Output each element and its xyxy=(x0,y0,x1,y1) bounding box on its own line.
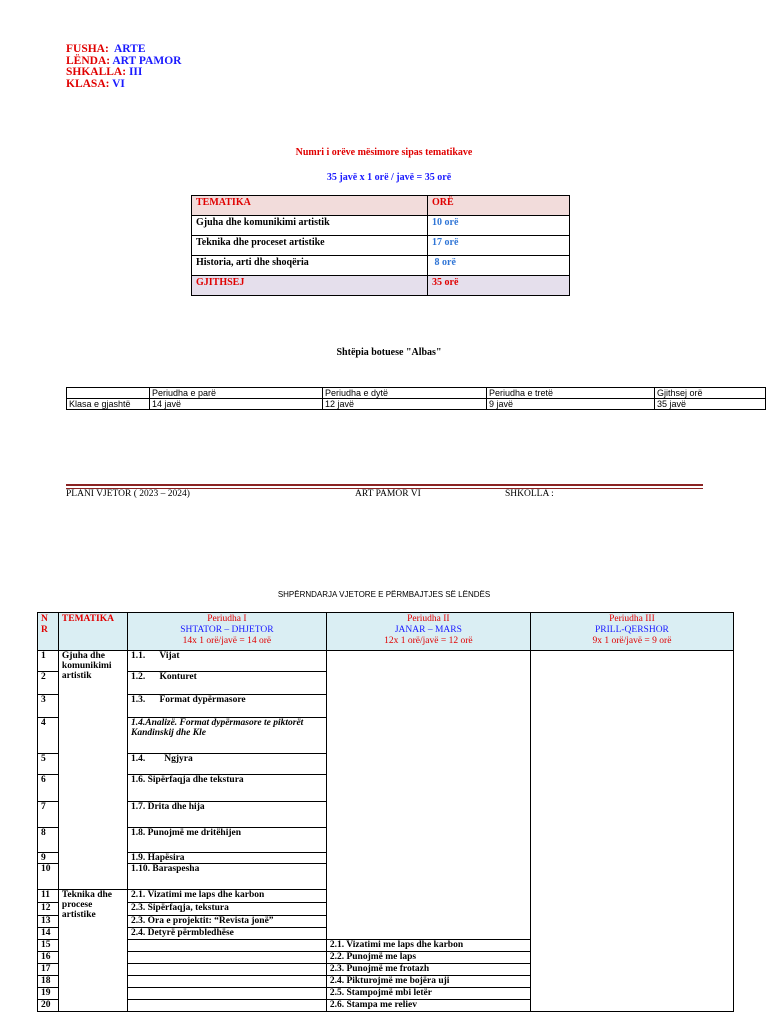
row-nr: 16 xyxy=(38,952,59,964)
theme-gjuha: Gjuha dhe komunikimi artistik xyxy=(58,651,127,890)
summary-row xyxy=(192,256,570,276)
periods-cell: Klasa e gjashtë xyxy=(67,399,150,410)
period-2-hours: 12x 1 orë/javë = 12 orë xyxy=(384,636,473,646)
annual-plan-table xyxy=(37,612,734,1012)
hours-summary-table xyxy=(191,195,570,296)
fusha-value: ARTE xyxy=(113,43,146,55)
row-p1 xyxy=(127,1000,326,1012)
row-p1: 1.4. Ngjyra xyxy=(127,754,326,775)
row-p1: 1.9. Hapësira xyxy=(127,853,326,864)
summary-row-name: Gjuha dhe komunikimi artistik xyxy=(192,216,428,236)
periods-head-row xyxy=(67,388,766,399)
plan-head-period-3 xyxy=(530,613,733,651)
period-1-months: SHTATOR – DHJETOR xyxy=(180,625,274,635)
row-p2: 2.6. Stampa me reliev xyxy=(326,1000,530,1012)
plan-head-period-2 xyxy=(326,613,530,651)
row-p1: 1.4.Analizë. Format dypërmasore te piktorët Kandinskij dhe Kle xyxy=(127,718,326,754)
summary-total-label: GJITHSEJ xyxy=(192,276,428,296)
period-3-hours: 9x 1 orë/javë = 9 orë xyxy=(592,636,672,646)
plan-row xyxy=(38,651,734,672)
period-3-months: PRILL-QERSHOR xyxy=(595,625,669,635)
row-nr: 4 xyxy=(38,718,59,754)
summary-total-row xyxy=(192,276,570,296)
summary-formula: 35 javë x 1 orë / javë = 35 orë xyxy=(326,172,452,183)
row-nr: 8 xyxy=(38,828,59,853)
row-nr: 10 xyxy=(38,864,59,890)
plan-school: SHKOLLA : xyxy=(505,489,554,499)
row-p2: 2.2. Punojmë me laps xyxy=(326,952,530,964)
summary-head-ore: ORË xyxy=(428,196,570,216)
row-p2: 2.4. Pikturojmë me bojëra uji xyxy=(326,976,530,988)
row-nr: 13 xyxy=(38,916,59,928)
row-nr: 17 xyxy=(38,964,59,976)
row-nr: 6 xyxy=(38,775,59,802)
klasa-line xyxy=(66,79,181,91)
row-nr: 12 xyxy=(38,903,59,916)
periods-cell: 12 javë xyxy=(323,399,487,410)
plan-head-row xyxy=(38,613,734,651)
periods-row xyxy=(67,399,766,410)
period-1-hours: 14x 1 orë/javë = 14 orë xyxy=(182,636,272,646)
row-p2: 2.1. Vizatimi me laps dhe karbon xyxy=(326,940,530,952)
row-nr: 1 xyxy=(38,651,59,672)
summary-row xyxy=(192,236,570,256)
plan-head-nr: N R xyxy=(38,613,59,651)
summary-row-hours: 17 orë xyxy=(428,236,570,256)
row-nr: 9 xyxy=(38,853,59,864)
plan-head-tematika: TEMATIKA xyxy=(58,613,127,651)
plan-subject: ART PAMOR VI xyxy=(355,489,421,499)
row-p1: 1.8. Punojmë me dritëhijen xyxy=(127,828,326,853)
klasa-value: VI xyxy=(112,77,125,90)
periods-cell: 14 javë xyxy=(150,399,323,410)
shkalla-value: III xyxy=(128,66,143,78)
period-2-months: JANAR – MARS xyxy=(394,625,462,635)
row-p1 xyxy=(127,976,326,988)
distribution-title: SHPËRNDARJA VJETORE E PËRMBAJTJES SË LËNDËS xyxy=(277,590,491,599)
row-nr: 19 xyxy=(38,988,59,1000)
periods-head-cell: Periudha e dytë xyxy=(323,388,487,399)
klasa-label: KLASA: xyxy=(66,77,110,90)
summary-head-tematika: TEMATIKA xyxy=(192,196,428,216)
row-p1: 1.10. Baraspesha xyxy=(127,864,326,890)
row-p1 xyxy=(127,952,326,964)
row-p1: 1.6. Sipërfaqja dhe tekstura xyxy=(127,775,326,802)
row-nr: 11 xyxy=(38,890,59,903)
summary-row-hours: 10 orë xyxy=(428,216,570,236)
row-nr: 2 xyxy=(38,672,59,695)
lenda-label: LËNDA: xyxy=(66,54,111,67)
row-p1: 1.2. Konturet xyxy=(127,672,326,695)
summary-row-name: Historia, arti dhe shoqëria xyxy=(192,256,428,276)
periods-cell: 9 javë xyxy=(487,399,655,410)
summary-row xyxy=(192,216,570,236)
row-nr: 3 xyxy=(38,695,59,718)
row-p1 xyxy=(127,988,326,1000)
row-nr: 20 xyxy=(38,1000,59,1012)
period-1-name: Periudha I xyxy=(207,614,247,624)
summary-total-hours: 35 orë xyxy=(428,276,570,296)
row-p1: 2.3. Ora e projektit: “Revista jonë” xyxy=(127,916,326,928)
periods-cell: 35 javë xyxy=(655,399,766,410)
row-p2: 2.5. Stampojmë mbi letër xyxy=(326,988,530,1000)
periods-head-cell xyxy=(67,388,150,399)
row-p2: 2.3. Punojmë me frotazh xyxy=(326,964,530,976)
summary-row-name: Teknika dhe proceset artistike xyxy=(192,236,428,256)
plan-head-period-1 xyxy=(127,613,326,651)
subject-header xyxy=(66,44,181,90)
row-p1: 2.1. Vizatimi me laps dhe karbon xyxy=(127,890,326,903)
row-nr: 15 xyxy=(38,940,59,952)
period-3-empty xyxy=(530,651,733,1012)
row-p1 xyxy=(127,940,326,952)
theme-teknika: Teknika dhe procese artistike xyxy=(58,890,127,1012)
periods-table xyxy=(66,387,766,410)
row-p1: 2.3. Sipërfaqja, tekstura xyxy=(127,903,326,916)
publisher: Shtëpia botuese "Albas" xyxy=(336,347,442,358)
summary-row-hours: 8 orë xyxy=(428,256,570,276)
row-nr: 7 xyxy=(38,802,59,828)
periods-head-cell: Periudha e tretë xyxy=(487,388,655,399)
summary-title: Numri i orëve mësimore sipas tematikave xyxy=(295,147,473,158)
period-2-empty xyxy=(326,651,530,940)
row-p1: 1.3. Format dypërmasore xyxy=(127,695,326,718)
fusha-label: FUSHA: xyxy=(66,43,109,55)
plan-divider xyxy=(66,484,703,486)
row-p1: 1.1. Vijat xyxy=(127,651,326,672)
period-3-name: Periudha III xyxy=(609,614,655,624)
lenda-value: ART PAMOR xyxy=(112,54,182,67)
row-nr: 18 xyxy=(38,976,59,988)
periods-head-cell: Gjithsej orë xyxy=(655,388,766,399)
plan-year: PLANI VJETOR ( 2023 – 2024) xyxy=(66,489,190,499)
period-2-name: Periudha II xyxy=(407,614,450,624)
shkalla-label: SHKALLA: xyxy=(66,66,127,78)
row-p1: 1.7. Drita dhe hija xyxy=(127,802,326,828)
periods-head-cell: Periudha e parë xyxy=(150,388,323,399)
row-p1: 2.4. Detyrë përmbledhëse xyxy=(127,928,326,940)
row-nr: 5 xyxy=(38,754,59,775)
row-p1 xyxy=(127,964,326,976)
row-nr: 14 xyxy=(38,928,59,940)
summary-head-row xyxy=(192,196,570,216)
